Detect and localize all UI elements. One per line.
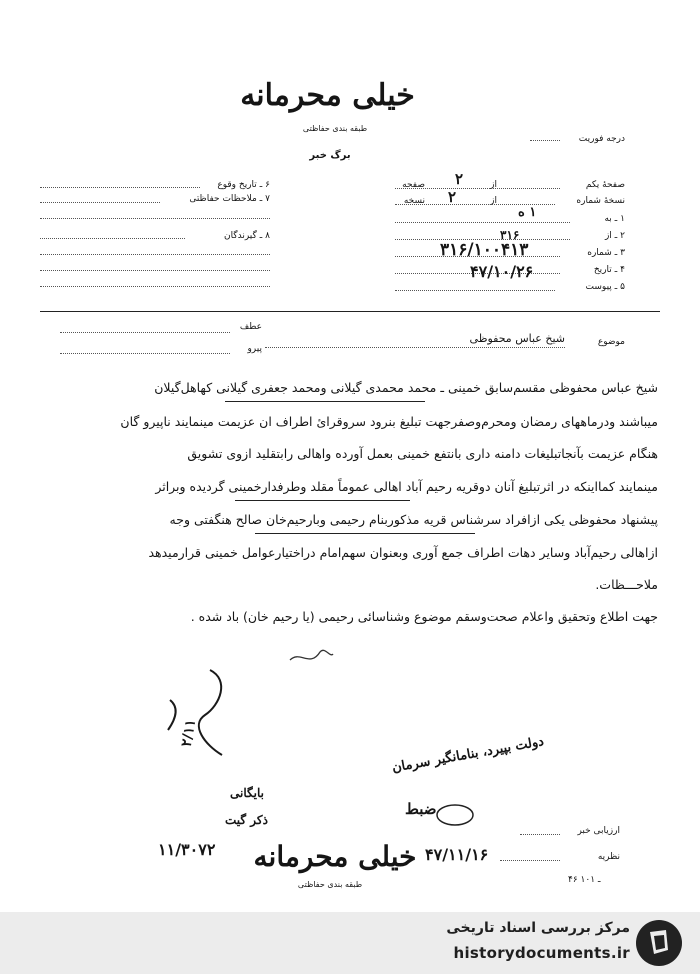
handwritten-number: ۳۱۶/۱۰۰۴۱۳ — [440, 240, 529, 260]
recipients-line-2 — [40, 254, 270, 255]
copy-label: نسخهٔ شماره — [576, 196, 625, 206]
to-line — [395, 222, 570, 223]
attachment-line — [395, 290, 555, 291]
footer-website: historydocuments.ir — [453, 944, 630, 962]
footer-logo-text: مرکز بررسی اسناد تاریخی — [446, 920, 630, 936]
recipients-label: ۸ ـ گیرندگان — [223, 231, 270, 241]
number-label: ۳ ـ شماره — [587, 248, 625, 258]
page-mark-center — [285, 640, 335, 670]
handwritten-copy-count: ۲ — [448, 188, 457, 206]
body-line-4: مینمایند کمااینکه در اثرتبلیغ آنان دوقریه رحیم آباد اهالی عموماً مقلد وطرفدارخمینی گردیده وبراثر — [155, 479, 658, 494]
body-line-1: شیخ عباس محفوظی مقسم‌سابق خمینی ـ محمد محمدی گیلانی ومحمد جعفری گیلانی کهاهل‌گیلان — [154, 380, 658, 395]
opinion-line — [500, 860, 560, 861]
security-notes-line — [40, 202, 160, 203]
page-word: صفحه — [402, 180, 425, 190]
handwritten-from: ۳۱۶ — [500, 228, 520, 242]
date-label: ۴ ـ تاریخ — [593, 265, 625, 275]
evaluation-line — [520, 834, 560, 835]
body-closing: جهت اطلاع وتحقیق واعلام صحت‌وسقم موضوع وشناسائی رحیمی (یا رحیم خان) باد شده . — [190, 609, 658, 624]
archive-logo-icon — [636, 920, 682, 966]
page-from-word: از — [490, 180, 497, 190]
attachment-label: ۵ ـ پیوست — [585, 282, 625, 292]
classification-stamp-bottom: خیلی محرمانه — [253, 840, 417, 873]
classification-stamp-top: خیلی محرمانه — [240, 78, 415, 113]
recipients-line-4 — [40, 286, 270, 287]
body-line-5: پیشنهاد محفوظی یکی ازافراد سرشناس قریه مذکوربنام رحیمی وبارحیم‌خان صالح هنگفتی وجه — [169, 512, 658, 527]
body-line-3: هنگام عزیمت بآنجاتبلیغات دامنه داری بانتفع خمینی بعمل آورده واهالی رابتقلید ازوی تشویق — [187, 446, 658, 461]
opinion-label: نظریه — [597, 852, 620, 862]
signature-mark: ضبط — [405, 800, 437, 818]
classification-caption-top: طبقه بندی حفاظتی — [302, 124, 368, 133]
subject-value: شیخ عباس محفوظی — [469, 332, 565, 345]
signature-scribble — [430, 800, 480, 830]
security-notes-line-2 — [40, 218, 270, 219]
footer-banner — [0, 912, 700, 974]
filing-note-1: بایگانی — [230, 786, 264, 800]
classification-caption-bottom: طبقه بندی حفاظتی — [297, 880, 363, 889]
filing-note-2: ذکر گیت — [225, 813, 268, 827]
copy-from-word: از — [490, 196, 497, 206]
date-of-event-line — [40, 187, 200, 188]
underline-line-4 — [235, 500, 410, 501]
body-line-7: ملاحـــظات. — [595, 577, 658, 592]
page-line — [395, 188, 560, 189]
priority-dotted-line — [530, 140, 560, 141]
security-notes-label: ۷ ـ ملاحظات حفاظتی — [189, 194, 270, 204]
from-label: ۲ ـ از — [604, 231, 625, 241]
to-label: ۱ ـ به — [604, 214, 625, 224]
body-line-6: ازاهالی رحیم‌آباد وسایر دهات اطراف جمع آوری وبعنوان سهم‌امام دراختیارعوامل خمینی قرارمیدهد — [148, 545, 658, 560]
recipients-line-3 — [40, 270, 270, 271]
pending-line — [60, 353, 230, 354]
body-line-2: میباشند ودرماههای رمضان ومحرم‌وصفرجهت تبلیغ بنرود سرو‌قرائ اطراف ان عزیمت مینمایند ناپیرو گان — [120, 414, 658, 429]
underline-line-1 — [225, 401, 425, 402]
subject-label: موضوع — [597, 337, 625, 347]
underline-line-5 — [255, 533, 475, 534]
handwritten-date: ۴۷/۱۰/۲۶ — [470, 262, 534, 281]
reference-label: عطف — [239, 322, 262, 332]
reference-line — [60, 332, 230, 333]
form-title: برگ خبر — [309, 150, 351, 161]
filing-number: ۱۱/۳۰۷۲ — [158, 840, 216, 859]
date-of-event-label: ۶ ـ تاریخ وقوع — [217, 180, 270, 190]
priority-label: درجه فوریت — [578, 134, 625, 144]
filing-date: ۴۷/۱۱/۱۶ — [425, 845, 489, 864]
margin-note: ۲/۱۱ — [178, 717, 200, 749]
recipients-line-1 — [40, 238, 185, 239]
header-divider — [40, 311, 660, 312]
form-code: ۴۶ ـ ۱۰۱ — [568, 875, 601, 885]
handwritten-to: ۱ ه — [518, 205, 537, 220]
evaluation-label: ارزیابی خبر — [577, 826, 620, 836]
margin-scribble — [150, 660, 240, 770]
handwritten-page-count: ۲ — [455, 170, 464, 188]
subject-line — [265, 347, 565, 348]
copy-word: نسخه — [403, 196, 425, 206]
signature-note: دولت بپیرد، بنامانگیر سرمان — [390, 734, 546, 776]
pending-label: پیرو — [247, 344, 262, 354]
page-label: صفحهٔ یکم — [585, 180, 625, 190]
